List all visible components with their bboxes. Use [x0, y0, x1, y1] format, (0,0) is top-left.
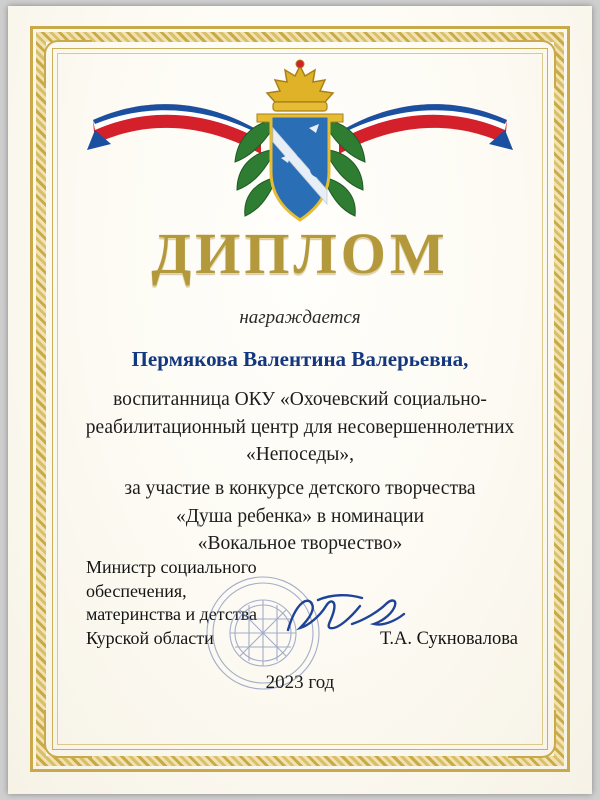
- citation-line: «Вокальное творчество»: [197, 533, 403, 555]
- citation-line: реабилитационный центр для несовершеннолетних: [85, 416, 515, 438]
- signatory-role-line: Курской области: [86, 627, 214, 648]
- certificate-content: [68, 58, 532, 738]
- issue-year: 2023 год: [265, 672, 335, 693]
- signatory-role-line: материнства и детства: [86, 604, 257, 625]
- citation-line: «Душа ребенка» в номинации: [175, 505, 425, 527]
- citation-line: воспитанница ОКУ «Охочевский социально-: [113, 389, 487, 410]
- signatory-role-line: Министр социального: [86, 557, 257, 578]
- citation-line: за участие в конкурсе детского творчества: [124, 478, 476, 500]
- coat-of-arms-kursk-region-icon: [85, 58, 515, 223]
- recipient-name: [68, 347, 532, 372]
- signatory-name: Т.А. Сукновалова: [379, 629, 518, 649]
- recipient-name-text: Пермякова Валентина Валерьевна: [131, 347, 464, 371]
- citation-text: [68, 386, 532, 558]
- certificate-paper: [8, 6, 592, 794]
- citation-line: «Непоседы»,: [245, 444, 355, 466]
- awarded-label: награждается: [239, 307, 361, 328]
- recipient-trailing-comma: ,: [463, 347, 469, 371]
- page-title: ДИПЛОМ: [151, 221, 449, 286]
- signature-block: [86, 556, 526, 650]
- signatory-role-line: обеспечения,: [86, 580, 187, 601]
